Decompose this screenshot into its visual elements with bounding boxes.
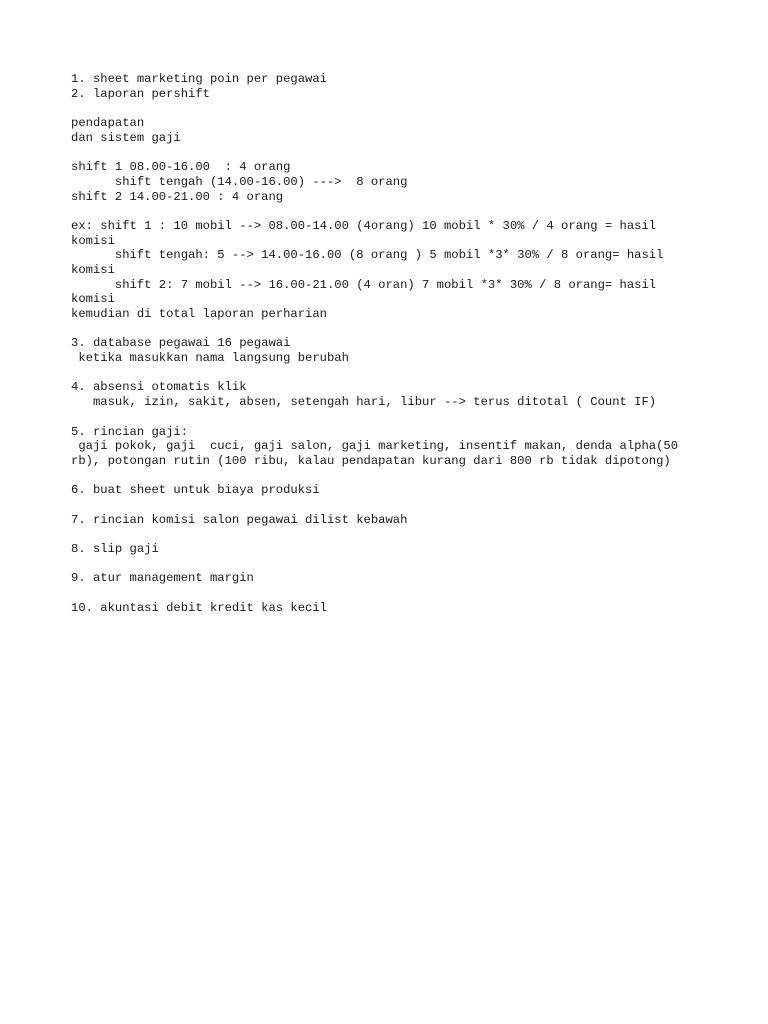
text-line: 2. laporan pershift	[71, 86, 210, 101]
blank-line	[71, 101, 721, 116]
text-line: gaji pokok, gaji cuci, gaji salon, gaji marketing, insentif makan, denda alpha(50	[71, 439, 679, 454]
text-line: 4. absensi otomatis klik	[71, 380, 247, 395]
text-line: dan sistem gaji	[71, 130, 181, 145]
blank-line	[71, 469, 721, 484]
text-line: shift tengah (14.00-16.00) ---> 8 orang	[71, 174, 408, 189]
text-line: shift tengah: 5 --> 14.00-16.00 (8 orang ) 5 mobil *3* 30% / 8 orang= hasil	[71, 248, 664, 263]
text-line: 1. sheet marketing poin per pegawai	[71, 72, 327, 86]
text-line: 7. rincian komisi salon pegawai dilist kebawah	[71, 512, 408, 527]
text-line: 3. database pegawai 16 pegawai	[71, 336, 291, 351]
text-line: ex: shift 1 : 10 mobil --> 08.00-14.00 (4orang) 10 mobil * 30% / 4 orang = hasil	[71, 218, 657, 233]
text-line: komisi	[71, 233, 115, 248]
blank-line	[71, 557, 721, 572]
text-line: rb), potongan rutin (100 ribu, kalau pendapatan kurang dari 800 rb tidak dipotong)	[71, 453, 671, 468]
text-line: komisi	[71, 292, 115, 307]
text-line: 10. akuntasi debit kredit kas kecil	[71, 600, 327, 615]
text-line: ketika masukkan nama langsung berubah	[71, 351, 349, 366]
text-line: shift 2 14.00-21.00 : 4 orang	[71, 189, 284, 204]
blank-line	[71, 586, 721, 601]
text-line: shift 2: 7 mobil --> 16.00-21.00 (4 oran) 7 mobil *3* 30% / 8 orang= hasil	[71, 277, 657, 292]
text-line: shift 1 08.00-16.00 : 4 orang	[71, 160, 291, 175]
text-line: masuk, izin, sakit, absen, setengah hari, libur --> terus ditotal ( Count IF)	[71, 395, 657, 410]
blank-line	[71, 145, 721, 160]
blank-line	[71, 498, 721, 513]
blank-line	[71, 366, 721, 381]
text-line: 8. slip gaji	[71, 542, 159, 556]
text-line: 9. atur management margin	[71, 571, 254, 586]
blank-line	[71, 322, 721, 337]
text-line: komisi	[71, 262, 115, 277]
blank-line	[71, 410, 721, 425]
text-line: pendapatan	[71, 116, 145, 131]
text-line: 5. rincian gaji:	[71, 424, 189, 439]
text-line: 6. buat sheet untuk biaya produksi	[71, 483, 320, 498]
document-text	[71, 72, 721, 615]
blank-line	[71, 204, 721, 219]
blank-line	[71, 527, 721, 542]
text-line: kemudian di total laporan perharian	[71, 307, 327, 321]
